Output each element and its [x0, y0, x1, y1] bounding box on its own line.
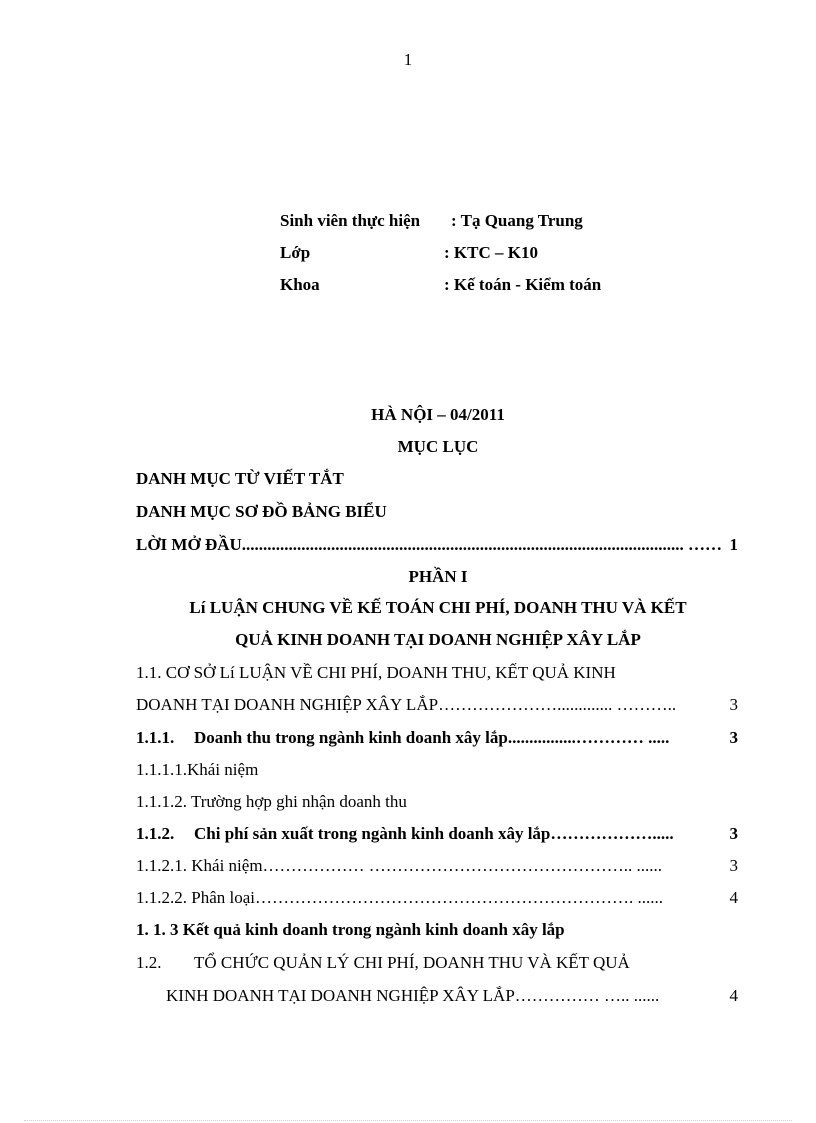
toc-1-2-leader: …………… ….. ......	[514, 986, 660, 1005]
toc-1-1-3[interactable]: 1. 1. 3 Kết quả kinh doanh trong ngành kinh doanh xây lắp	[136, 920, 565, 939]
toc-1-1-2-1-text: 1.1.2.1. Khái niệm	[136, 856, 263, 875]
student-faculty-row	[280, 275, 601, 295]
toc-1-2-text-line1: TỔ CHỨC QUẢN LÝ CHI PHÍ, DOANH THU VÀ KẾT QUẢ	[194, 953, 630, 972]
toc-1-1-1-1[interactable]: 1.1.1.1.Khái niệm	[136, 760, 259, 779]
student-class-row	[280, 243, 538, 263]
toc-1-1-2-2-page: 4	[729, 888, 738, 907]
toc-1-1-2-2-leader: …………………………………………………………. ......	[255, 888, 663, 907]
toc-1-1-2-page: 3	[729, 824, 738, 843]
toc-1-1-1-page: 3	[729, 728, 738, 747]
student-class-label: Lớp	[280, 243, 311, 262]
toc-1-1-2-2[interactable]	[136, 888, 738, 908]
student-name-value: : Tạ Quang Trung	[451, 211, 583, 230]
toc-1-1-1[interactable]	[136, 728, 738, 748]
toc-1-1-line2[interactable]	[136, 695, 738, 715]
toc-1-1-text: DOANH TẠI DOANH NGHIỆP XÂY LẮP	[136, 695, 439, 714]
toc-1-1-2-number: 1.1.2.	[136, 824, 175, 843]
toc-1-1-page: 3	[729, 695, 738, 714]
student-class-value: : KTC – K10	[444, 243, 538, 262]
part-title: PHẦN I	[408, 567, 468, 586]
page-bottom-border	[24, 1120, 792, 1122]
toc-1-1-line1[interactable]: 1.1. CƠ SỞ Lí LUẬN VỀ CHI PHÍ, DOANH THU, KẾT QUẢ KINH	[136, 663, 616, 682]
toc-1-1-2[interactable]	[136, 824, 738, 844]
toc-intro[interactable]	[136, 535, 738, 555]
toc-1-1-2-2-text: 1.1.2.2. Phân loại	[136, 888, 255, 907]
toc-1-2-number: 1.2.	[136, 953, 162, 972]
toc-1-1-2-text: Chi phí sản xuất trong ngành kinh doanh xây lắp	[194, 824, 551, 843]
toc-1-1-2-leader: ……………….....	[550, 824, 674, 843]
toc-1-1-2-1-page: 3	[729, 856, 738, 875]
toc-1-1-2-1-leader: ……………… ……………………………………….. ......	[262, 856, 663, 875]
toc-1-2-line1[interactable]	[136, 953, 738, 973]
student-faculty-value: : Kế toán - Kiểm toán	[444, 275, 602, 294]
toc-intro-leader: ........................................................................................................ ……	[241, 535, 723, 554]
toc-1-1-1-text: Doanh thu trong ngành kinh doanh xây lắp	[194, 728, 508, 747]
toc-abbreviations[interactable]: DANH MỤC TỪ VIẾT TẮT	[136, 469, 344, 488]
toc-intro-page: 1	[729, 535, 738, 554]
toc-1-1-1-leader: ................………… .....	[507, 728, 670, 747]
toc-figures[interactable]: DANH MỤC SƠ ĐỒ BẢNG BIỂU	[136, 502, 387, 521]
toc-1-1-1-2[interactable]: 1.1.1.2. Trường hợp ghi nhận doanh thu	[136, 792, 407, 811]
toc-1-2-text-line2: KINH DOANH TẠI DOANH NGHIỆP XÂY LẮP	[166, 986, 515, 1005]
toc-intro-text: LỜI MỞ ĐẦU	[136, 535, 242, 554]
part-heading-line1: Lí LUẬN CHUNG VỀ KẾ TOÁN CHI PHÍ, DOANH THU VÀ KẾT	[189, 598, 687, 617]
toc-1-1-2-1[interactable]	[136, 856, 738, 876]
student-faculty-label: Khoa	[280, 275, 320, 294]
part-heading-line2: QUẢ KINH DOANH TẠI DOANH NGHIỆP XÂY LẮP	[235, 630, 641, 649]
toc-1-2-line2[interactable]	[166, 986, 738, 1006]
place-date: HÀ NỘI – 04/2011	[371, 405, 505, 424]
student-name-row	[280, 211, 583, 231]
toc-1-1-1-number: 1.1.1.	[136, 728, 175, 747]
student-name-label: Sinh viên thực hiện	[280, 211, 421, 230]
toc-1-2-page: 4	[729, 986, 738, 1005]
toc-title: MỤC LỤC	[397, 437, 479, 456]
page-number: 1	[403, 50, 413, 69]
toc-1-1-leader: …………………............. ………..	[438, 695, 677, 714]
